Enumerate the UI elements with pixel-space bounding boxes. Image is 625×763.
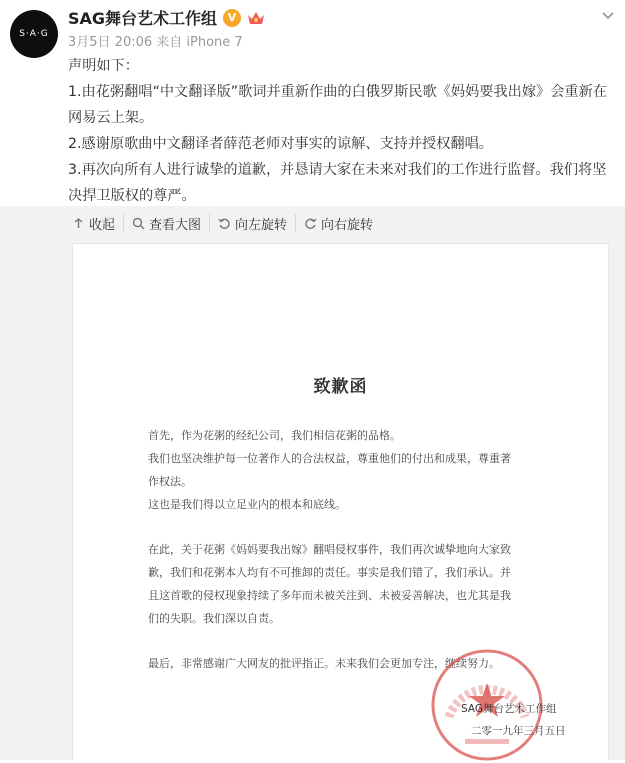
post-source: 来自 iPhone 7 xyxy=(156,35,243,50)
letter-line: 且这首歌的侵权现象持续了多年而未被关注到、未被妥善解决，也尤其是我 xyxy=(148,589,511,602)
post-date[interactable]: 3月5日 20:06 xyxy=(68,35,153,50)
apology-letter-image[interactable] xyxy=(72,243,609,760)
letter-title: 致歉函 xyxy=(313,377,368,397)
verified-badge-icon[interactable]: V xyxy=(223,9,241,27)
vip-crown-icon[interactable] xyxy=(247,10,265,26)
letter-line: 首先，作为花粥的经纪公司，我们相信花粥的品格。 xyxy=(148,429,401,442)
rotate-right-icon xyxy=(304,217,317,230)
collapse-button[interactable] xyxy=(68,214,123,233)
letter-line: 在此，关于花粥《妈妈要我出嫁》翻唱侵权事件，我们再次诚挚地向大家致 xyxy=(148,543,511,556)
search-icon xyxy=(132,217,145,230)
post-line: 2.感谢原歌曲中文翻译者薛范老师对事实的谅解、支持并授权翻唱。 xyxy=(68,136,493,152)
letter-line: 这也是我们得以立足业内的根本和底线。 xyxy=(148,498,346,511)
collapse-icon xyxy=(72,217,85,230)
chevron-down-icon[interactable] xyxy=(599,6,617,24)
post-line: 声明如下： xyxy=(68,58,139,74)
letter-line: 歉，我们和花粥本人均有不可推卸的责任。事实是我们错了，我们承认。并 xyxy=(148,566,511,579)
signature-date: 二零一九年三月五日 xyxy=(471,725,566,737)
account-name-row xyxy=(68,6,265,29)
collapse-label: 收起 xyxy=(89,218,116,233)
rotate-right-button[interactable] xyxy=(295,214,381,233)
letter-line: 最后，非常感谢广大网友的批评指正。未来我们会更加专注，继续努力。 xyxy=(148,657,500,670)
post-line: 3.再次向所有人进行诚挚的道歉，并恳请大家在未来对我们的工作进行监督。我们将坚决捍卫版权的尊严。 xyxy=(68,162,607,204)
view-large-button[interactable] xyxy=(123,214,209,233)
rotate-left-button[interactable] xyxy=(209,214,295,233)
rotate-right-label: 向右旋转 xyxy=(321,218,374,233)
letter-signature xyxy=(461,698,566,742)
avatar[interactable] xyxy=(10,10,58,58)
media-toolbar xyxy=(68,214,381,233)
letter-paragraph xyxy=(148,424,543,516)
view-large-label: 查看大图 xyxy=(149,218,202,233)
username[interactable]: SAG舞台艺术工作组 xyxy=(68,9,218,28)
rotate-left-icon xyxy=(218,217,231,230)
avatar-logo-text: S·A·G xyxy=(19,29,49,39)
letter-line: 们的失职。我们深以自责。 xyxy=(148,612,280,625)
letter-line: 作权法。 xyxy=(148,475,192,488)
signature-org: SAG舞台艺术工作组 xyxy=(461,703,557,715)
letter-line: 我们也坚决维护每一位著作人的合法权益，尊重他们的付出和成果，尊重著 xyxy=(148,452,511,465)
post-meta xyxy=(68,31,243,50)
post-line: 1.由花粥翻唱“中文翻译版”歌词并重新作曲的白俄罗斯民歌《妈妈要我出嫁》会重新在网易云上架。 xyxy=(68,84,607,126)
post-text xyxy=(68,53,616,209)
rotate-left-label: 向左旋转 xyxy=(235,218,288,233)
letter-paragraph xyxy=(148,538,543,630)
